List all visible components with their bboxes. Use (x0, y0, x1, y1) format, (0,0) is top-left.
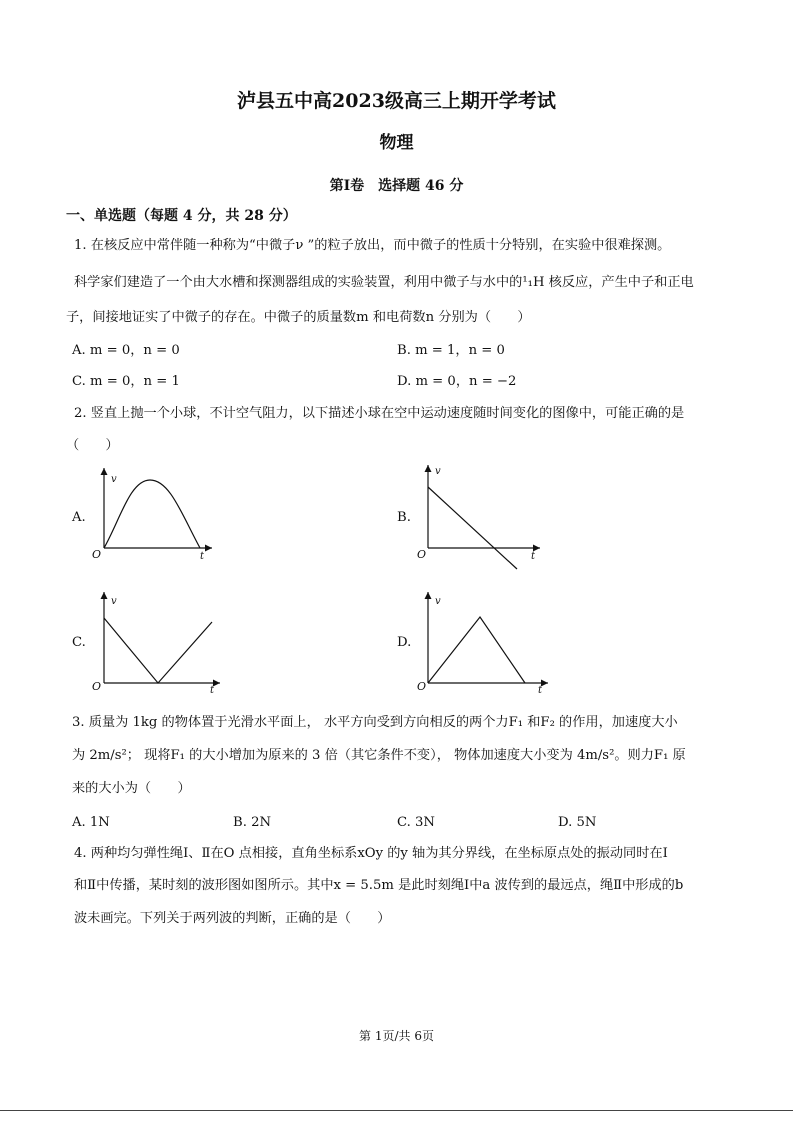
section-heading: 一、单选题（每题 4 分，共 28 分） (66, 208, 297, 224)
line-c (104, 618, 212, 683)
graph-d-yaxis: v (435, 596, 441, 607)
page-divider (0, 1110, 793, 1111)
graph-c-label[interactable]: C. (72, 635, 86, 650)
graph-b-label[interactable]: B. (397, 510, 411, 525)
subject-title: 物理 (379, 133, 414, 153)
q3-option-c: C. 3N (397, 815, 435, 830)
graph-b (428, 465, 540, 569)
q1-option-c: C. m = 0，n = 1 (72, 374, 180, 389)
q1-line: 子，间接地证实了中微子的存在。中微子的质量数m 和电荷数n 分别为（ ） (66, 310, 531, 325)
q1-option-a: A. m = 0，n = 0 (72, 343, 180, 358)
graph-d-xaxis: t (538, 685, 543, 696)
graph-a-xaxis: t (200, 551, 205, 562)
q4-line: 和Ⅱ中传播，某时刻的波形图如图所示。其中x = 5.5m 是此时刻绳Ⅰ中a 波传到的最远点，绳Ⅱ中形成的b (74, 878, 684, 893)
q3-line: 3. 质量为 1kg 的物体置于光滑水平面上， 水平方向受到方向相反的两个力F₁ 和F₂ 的作用，加速度大小 (72, 715, 678, 730)
graph-c (104, 592, 220, 683)
q3-option-b: B. 2N (233, 815, 272, 830)
graph-b-origin: O (417, 548, 427, 561)
graph-c-yaxis: v (111, 596, 117, 607)
graph-a-yaxis: v (111, 474, 117, 485)
q1-option-b: B. m = 1，n = 0 (397, 343, 505, 358)
line-b (428, 487, 517, 569)
graph-b-xaxis: t (531, 551, 536, 562)
graph-d-origin: O (417, 680, 427, 693)
q1-line: 1. 在核反应中常伴随一种称为“中微子ν ”的粒子放出，而中微子的性质十分特别，在实验中很难探测。 (74, 238, 671, 253)
q3-line: 为 2m/s²； 现将F₁ 的大小增加为原来的 3 倍（其它条件不变）， 物体加速度大小变为 4m/s²。则力F₁ 原 (72, 748, 686, 763)
curve-a (104, 480, 200, 548)
q1-line: 科学家们建造了一个由大水槽和探测器组成的实验装置，利用中微子与水中的¹₁H 核反应，产生中子和正电 (74, 275, 694, 290)
graph-a-label[interactable]: A. (72, 510, 86, 525)
q2-line: （ ） (66, 438, 119, 453)
q3-option-d: D. 5N (558, 815, 597, 830)
q4-line: 4. 两种均匀弹性绳Ⅰ、Ⅱ在O 点相接，直角坐标系xOy 的y 轴为其分界线，在坐标原点处的振动同时在Ⅰ (74, 846, 668, 861)
q1-option-d: D. m = 0，n = −2 (397, 374, 517, 389)
exam-title: 泸县五中高2023级高三上期开学考试 (237, 90, 556, 112)
volume-heading: 第Ⅰ卷 选择题 46 分 (329, 178, 464, 194)
graph-a (104, 468, 212, 548)
page-footer: 第 1页/共 6页 (359, 1029, 434, 1043)
graph-d (428, 592, 548, 683)
q3-option-a: A. 1N (72, 815, 110, 830)
line-d (428, 617, 525, 683)
q2-line: 2. 竖直上抛一个小球，不计空气阻力，以下描述小球在空中运动速度随时间变化的图像中，可能正确的是 (74, 406, 685, 421)
graph-d-label[interactable]: D. (397, 635, 412, 650)
q3-line: 来的大小为（ ） (72, 781, 191, 796)
q4-line: 波未画完。下列关于两列波的判断，正确的是（ ） (74, 911, 391, 926)
graph-c-origin: O (92, 680, 102, 693)
graph-a-origin: O (92, 548, 102, 561)
graph-c-xaxis: t (210, 685, 215, 696)
graph-b-yaxis: v (435, 466, 441, 477)
